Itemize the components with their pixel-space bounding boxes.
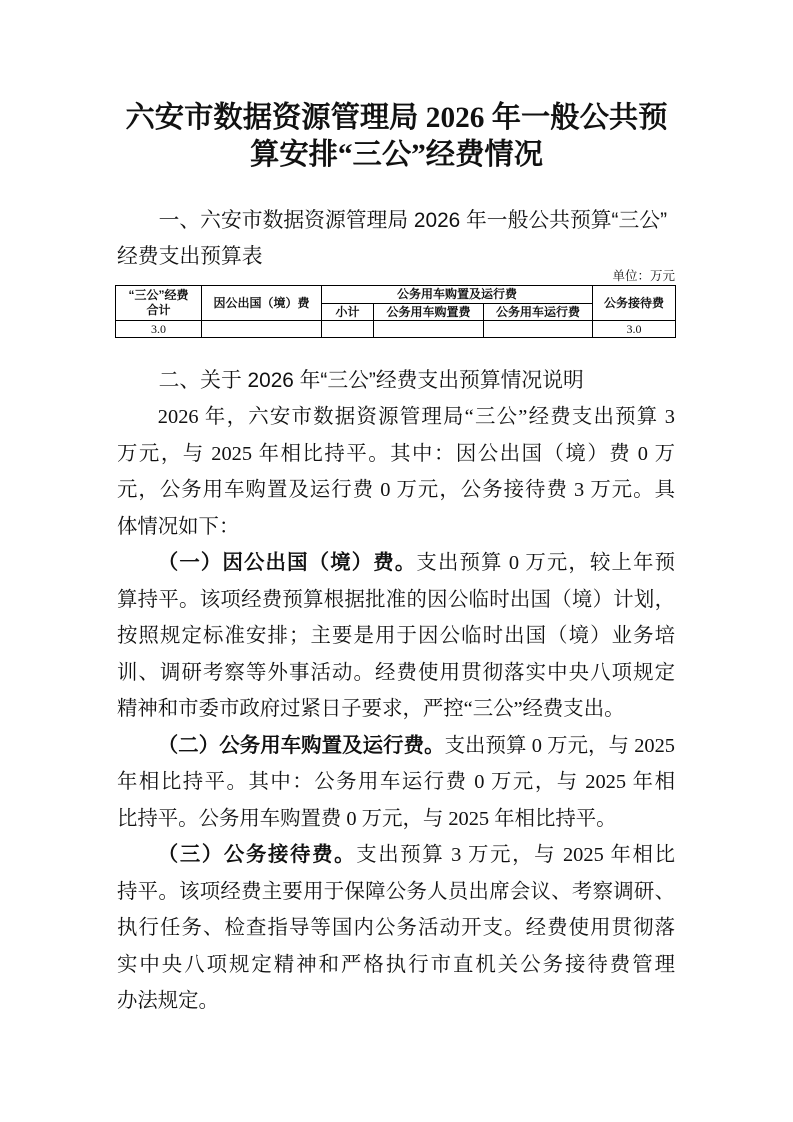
paragraph-line: 办法规定。	[117, 990, 219, 1013]
header-reception: 公务接待费	[593, 286, 676, 321]
header-total-line: 合计	[146, 303, 171, 317]
document-title-line: 算安排“三公”经费情况	[250, 138, 543, 171]
paragraph-line: 比持平。公务用车购置费 0 万元，与 2025 年相比持平。	[117, 807, 617, 830]
cell-vehicle-purchase	[374, 321, 484, 338]
paragraph-line: 持平。该项经费主要用于保障公务人员出席会议、考察调研、	[117, 880, 675, 903]
header-vehicle-subtotal: 小计	[322, 304, 374, 321]
section2-heading: 二、关于 2026 年“三公”经费支出预算情况说明	[158, 368, 584, 392]
header-abroad: 因公出国（境）费	[202, 286, 322, 321]
paragraph-line: 训、调研考察等外事活动。经费使用贯彻落实中央八项规定	[117, 661, 675, 684]
header-vehicle-purchase: 公务用车购置费	[374, 304, 484, 321]
cell-vehicle-operation	[484, 321, 593, 338]
header-total	[116, 286, 202, 321]
table-row	[116, 321, 676, 338]
header-vehicle-group: 公务用车购置及运行费	[322, 286, 593, 304]
unit-label: 单位：万元	[612, 269, 675, 283]
paragraph-line: 年相比持平。其中：公务用车运行费 0 万元，与 2025 年相	[117, 771, 675, 794]
paragraph-text: 支出预算 0 万元，较上年预	[416, 552, 676, 575]
paragraph-line: 按照规定标准安排；主要是用于因公临时出国（境）业务培	[117, 625, 675, 648]
paragraph-line: 实中央八项规定精神和严格执行市直机关公务接待费管理	[117, 953, 675, 976]
cell-reception: 3.0	[593, 321, 676, 338]
document-title-line: 六安市数据资源管理局 2026 年一般公共预	[125, 101, 668, 134]
paragraph-lead: （二）公务用车购置及运行费。	[157, 734, 445, 757]
paragraph-line	[117, 837, 675, 874]
paragraph-line: 精神和市委市政府过紧日子要求，严控“三公”经费支出。	[117, 698, 625, 721]
paragraph-line	[117, 545, 675, 582]
paragraph-text: 支出预算 3 万元，与 2025 年相比	[356, 844, 675, 867]
paragraph-line: 体情况如下：	[117, 515, 240, 538]
three-public-expense-table	[115, 285, 676, 338]
paragraph-line	[117, 728, 675, 765]
paragraph-lead: （三）公务接待费。	[157, 844, 357, 867]
header-total-line: “三公”经费	[128, 288, 189, 302]
cell-total: 3.0	[116, 321, 202, 338]
paragraph-line: 元，公务用车购置及运行费 0 万元，公务接待费 3 万元。具	[117, 479, 675, 502]
section2	[117, 363, 675, 1020]
section1-heading-line: 经费支出预算表	[117, 245, 263, 269]
cell-abroad	[202, 321, 322, 338]
document-title	[0, 100, 793, 174]
section1-heading	[117, 203, 687, 276]
paragraph-lead: （一）因公出国（境）费。	[157, 552, 417, 575]
paragraph-line: 万元，与 2025 年相比持平。其中：因公出国（境）费 0 万	[117, 442, 675, 465]
section1-heading-line: 一、六安市数据资源管理局 2026 年一般公共预算“三公”	[158, 208, 667, 232]
cell-vehicle-subtotal	[322, 321, 374, 338]
paragraph-line: 算持平。该项经费预算根据批准的因公临时出国（境）计划，	[117, 588, 675, 611]
paragraph-text: 支出预算 0 万元，与 2025	[444, 734, 675, 757]
paragraph-line: 执行任务、检查指导等国内公务活动开支。经费使用贯彻落	[117, 917, 675, 940]
header-vehicle-operation: 公务用车运行费	[484, 304, 593, 321]
paragraph-line: 2026 年，六安市数据资源管理局“三公”经费支出预算 3	[157, 406, 675, 429]
